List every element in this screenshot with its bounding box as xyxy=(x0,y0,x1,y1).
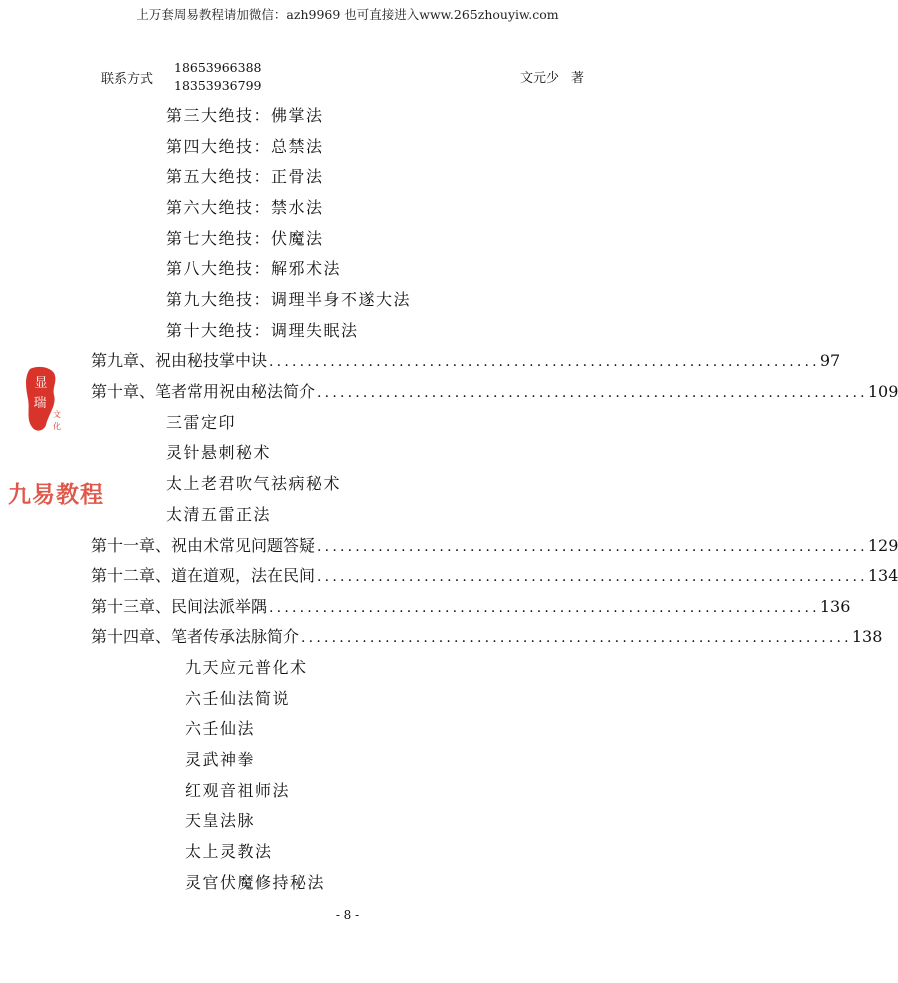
toc-subitem[interactable]: 灵针悬刺秘术 xyxy=(166,443,272,462)
leader-dots: ........................................................................ xyxy=(301,630,852,646)
svg-text:显: 显 xyxy=(34,376,48,391)
toc-subitem[interactable]: 九天应元普化术 xyxy=(185,658,308,677)
toc-subitem[interactable]: 第七大绝技：伏魔法 xyxy=(166,229,324,248)
toc-chapter[interactable] xyxy=(91,624,883,654)
toc-subitem[interactable]: 太清五雷正法 xyxy=(166,505,272,524)
contact-label: 联系方式 xyxy=(101,72,154,87)
leader-dots: ........................................................................ xyxy=(317,539,868,555)
toc-subitem[interactable]: 第十大绝技：调理失眠法 xyxy=(166,321,359,340)
toc-chapter[interactable] xyxy=(91,348,841,378)
toc-chapter[interactable] xyxy=(91,379,898,409)
chapter-title: 第十章、笔者常用祝由秘法简介 xyxy=(91,382,316,401)
toc-subitem[interactable]: 天皇法脉 xyxy=(185,811,256,830)
chapter-page: 109 xyxy=(867,382,898,401)
phone-numbers xyxy=(174,59,261,95)
top-banner: 上万套周易教程请加微信：azh9969 也可直接进入www.265zhouyiw.com xyxy=(136,7,559,22)
phone-1: 18653966388 xyxy=(174,60,262,75)
leader-dots: ........................................................................ xyxy=(317,385,868,401)
leader-dots: ........................................................................ xyxy=(269,600,820,616)
toc-subitem[interactable]: 太上老君吹气祛病秘术 xyxy=(166,474,342,493)
chapter-title: 第十三章、民间法派举隅 xyxy=(91,597,268,616)
phone-2: 18353936799 xyxy=(174,78,262,93)
svg-text:化: 化 xyxy=(53,422,61,431)
chapter-page: 138 xyxy=(851,627,883,646)
chapter-page: 97 xyxy=(819,351,841,370)
page-number: - 8 - xyxy=(335,908,360,922)
toc-subitem[interactable]: 灵官伏魔修持秘法 xyxy=(185,873,326,892)
toc-subitem[interactable]: 第六大绝技：禁水法 xyxy=(166,198,324,217)
toc-subitem[interactable]: 红观音祖师法 xyxy=(185,781,291,800)
toc-chapter[interactable] xyxy=(91,563,898,593)
toc-subitem[interactable]: 第五大绝技：正骨法 xyxy=(166,167,324,186)
author-name: 文元少 xyxy=(520,71,560,86)
watermark: 九易教程 xyxy=(8,482,104,508)
toc-subitem[interactable]: 三雷定印 xyxy=(166,413,237,432)
author xyxy=(520,67,584,86)
chapter-page: 134 xyxy=(867,566,898,585)
toc-subitem[interactable]: 第四大绝技：总禁法 xyxy=(166,137,324,156)
svg-text:瑞: 瑞 xyxy=(33,396,47,411)
toc-subitem[interactable]: 六壬仙法 xyxy=(185,719,256,738)
leader-dots: ........................................................................ xyxy=(317,569,868,585)
chapter-title: 第十一章、祝由术常见问题答疑 xyxy=(91,536,316,555)
toc-subitem[interactable]: 第三大绝技：佛掌法 xyxy=(166,106,324,125)
chapter-title: 第十二章、道在道观，法在民间 xyxy=(91,566,316,585)
chapter-page: 129 xyxy=(867,536,898,555)
svg-text:文: 文 xyxy=(53,410,61,419)
seal-logo xyxy=(24,365,64,435)
leader-dots: ........................................................................ xyxy=(269,354,820,370)
toc-chapter[interactable] xyxy=(91,533,898,563)
toc-subitem[interactable]: 第九大绝技：调理半身不遂大法 xyxy=(166,290,412,309)
author-suffix: 著 xyxy=(571,71,585,86)
toc-subitem[interactable]: 灵武神拳 xyxy=(185,750,256,769)
chapter-page: 136 xyxy=(819,597,851,616)
toc-chapter[interactable] xyxy=(91,594,851,624)
toc-subitem[interactable]: 太上灵教法 xyxy=(185,842,273,861)
toc-subitem[interactable]: 六壬仙法简说 xyxy=(185,689,291,708)
chapter-title: 第九章、祝由秘技掌中诀 xyxy=(91,351,268,370)
toc-subitem[interactable]: 第八大绝技：解邪术法 xyxy=(166,259,342,278)
chapter-title: 第十四章、笔者传承法脉简介 xyxy=(91,627,300,646)
